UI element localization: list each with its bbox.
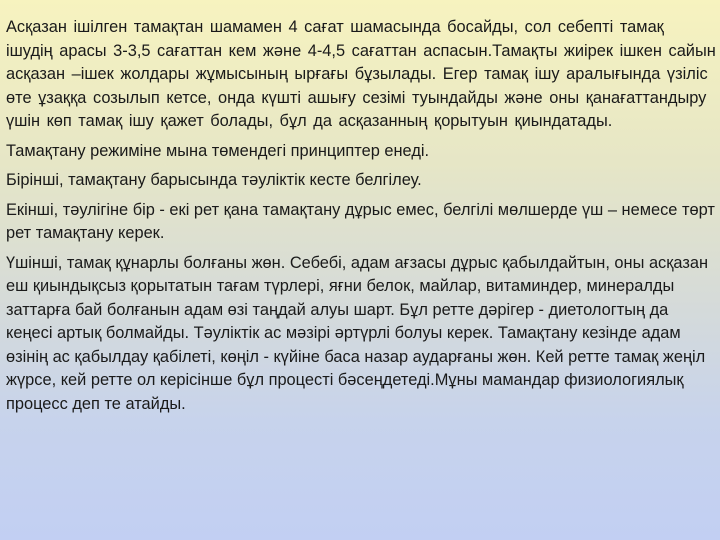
slide-text-body — [6, 16, 716, 422]
paragraph-digestion-intervals: Асқазан ішілген тамақтан шамамен 4 сағат шамасында босайды, сол себепті тамақ ішудің арасы 3-3,5 сағаттан кем және 4-4,5 сағаттан аспасын.Тамақты жиірек ішкен сайын асқазан –ішек жолдары жұмысының ырғағы бұзылады. Егер тамақ ішу аралығында үзіліс өте ұзаққа созылып кетсе, онда күшті ашығу сезімі туындайды және оны қанағаттандыру үшін көп тамақ ішу қажет болады, бұл да асқазанның қорытуын қиындатады. — [6, 18, 716, 130]
paragraph-principle-first: Бірінші, тамақтану барысында тәуліктік кесте белгілеу. — [6, 171, 422, 189]
paragraph-diet-principles-intro: Тамақтану режиміне мына төмендегі принциптер енеді. — [6, 141, 430, 160]
paragraph-principle-third: Үшінші, тамақ құнарлы болғаны жөн. Себебі, адам ағзасы дұрыс қабылдайтын, оны асқазан еш қиындықсыз қорытатын тағам түрлері, яғни белок, майлар, витаминдер, минералды заттарға бай болғанын адам өзі таңдай алуы шарт. Бұл ретте дәрігер - диетологтың да кеңесі артық болмайды. Тәуліктік ас мәзірі әртүрлі болуы керек. Тамақтану кезінде адам өзінің ас қабылдау қабілеті, көңіл - күйіне баса назар аударғаны жөн. Кей ретте тамақ жеңіл жүрсе, кей ретте ол керісінше бұл процесті бәсеңдетеді.Мұны мамандар физиологиялық процесс деп те атайды. — [6, 253, 709, 413]
paragraph-principle-second: Екінші, тәулігіне бір - екі рет қана тамақтану дұрыс емес, белгілі мөлшерде үш – немесе төрт рет тамақтану керек. — [6, 200, 715, 242]
